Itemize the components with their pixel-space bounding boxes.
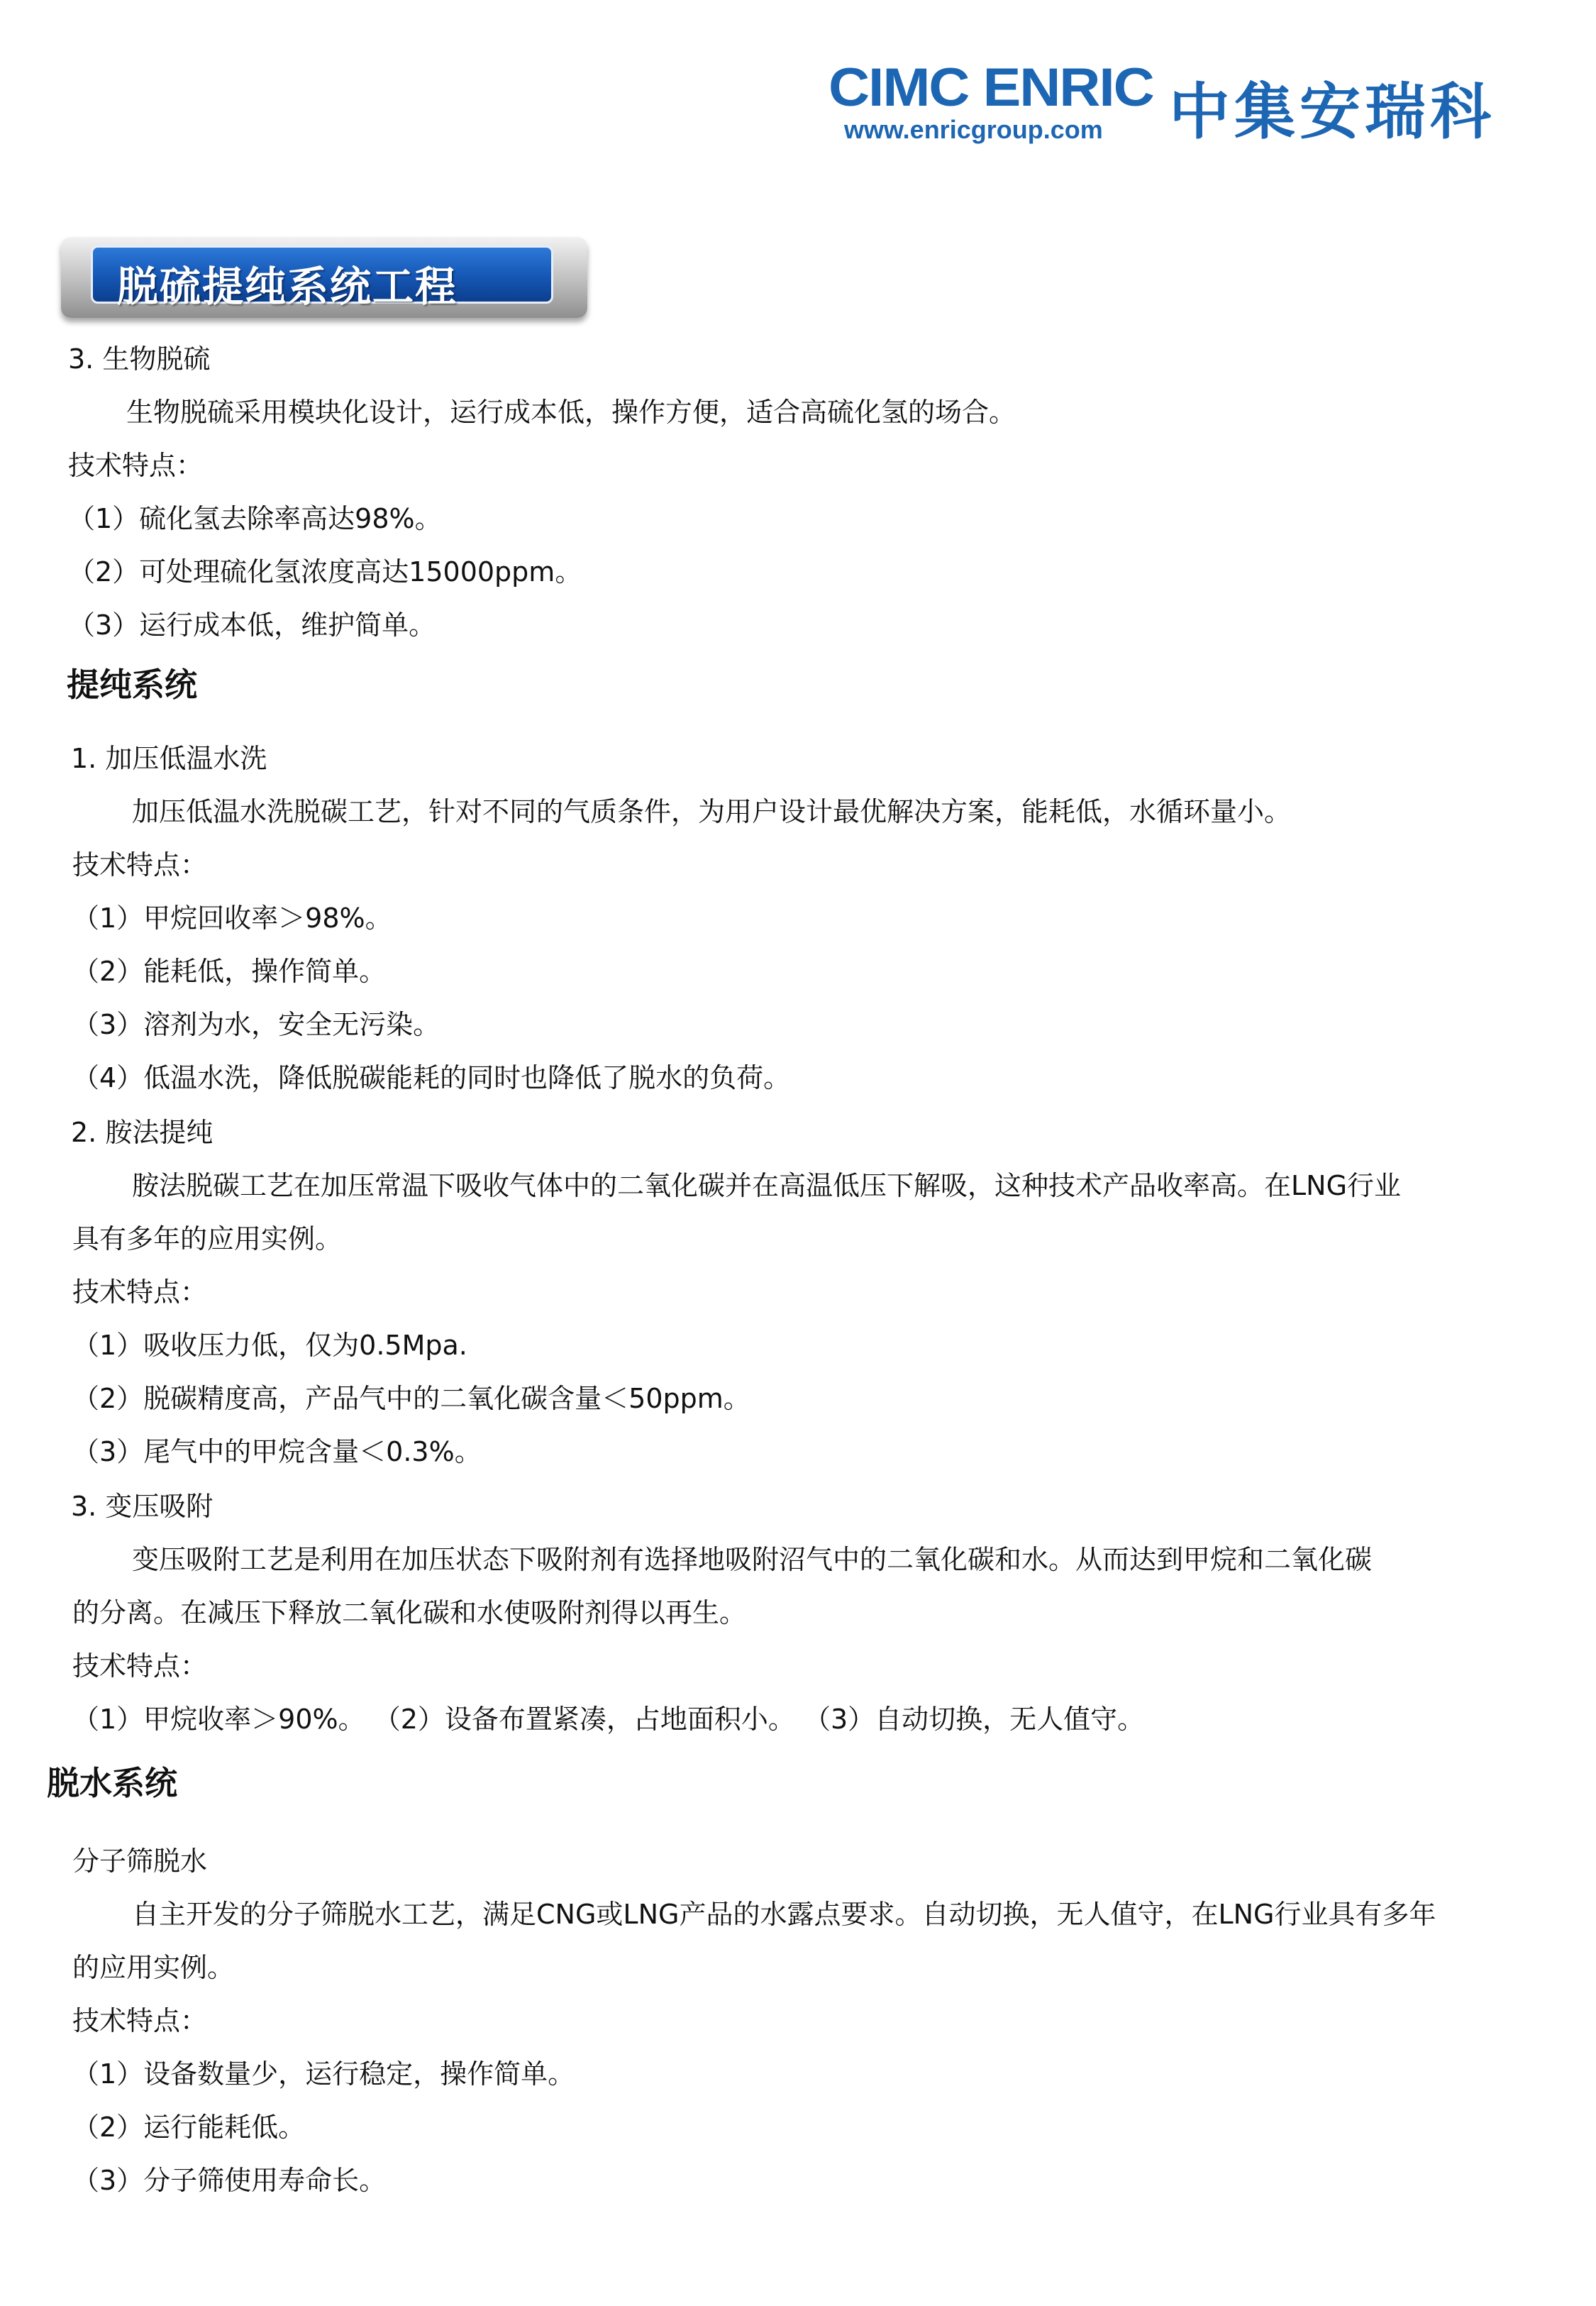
logo-chinese-name: 中集安瑞科 bbox=[1169, 77, 1495, 148]
purification-heading: 提纯系统 bbox=[67, 666, 197, 704]
water-wash-feature-3: （3）溶剂为水，安全无污染。 bbox=[72, 1009, 440, 1040]
title-banner-inner bbox=[91, 246, 553, 311]
logo-cimc-enric: CIMC ENRIC bbox=[829, 57, 1153, 118]
water-wash-feature-4: （4）低温水洗，降低脱碳能耗的同时也降低了脱水的负荷。 bbox=[72, 1062, 791, 1093]
psa-features-label: 技术特点： bbox=[72, 1650, 208, 1682]
amine-feature-1: （1）吸收压力低，仅为0.5Mpa. bbox=[72, 1330, 467, 1361]
psa-description-line-2: 的分离。在减压下释放二氧化碳和水使吸附剂得以再生。 bbox=[72, 1597, 747, 1628]
dehydration-description-line-2: 的应用实例。 bbox=[72, 1952, 235, 1983]
amine-feature-3: （3）尾气中的甲烷含量＜0.3%。 bbox=[72, 1436, 482, 1467]
dehydration-feature-2: （2）运行能耗低。 bbox=[72, 2112, 306, 2143]
title-banner bbox=[61, 237, 587, 318]
water-wash-feature-2: （2）能耗低，操作简单。 bbox=[72, 956, 387, 987]
water-wash-description: 加压低温水洗脱碳工艺，针对不同的气质条件，为用户设计最优解决方案，能耗低，水循环量小。 bbox=[132, 796, 1292, 827]
bio-feature-3: （3）运行成本低，维护简单。 bbox=[68, 609, 436, 641]
amine-feature-2: （2）脱碳精度高，产品气中的二氧化碳含量＜50ppm。 bbox=[72, 1383, 750, 1414]
amine-features-label: 技术特点： bbox=[72, 1276, 208, 1308]
amine-title: 2. 胺法提纯 bbox=[71, 1117, 214, 1148]
psa-features-line: （1）甲烷收率＞90%。 （2）设备布置紧凑，占地面积小。 （3）自动切换，无人值守。 bbox=[72, 1704, 1145, 1735]
psa-title: 3. 变压吸附 bbox=[71, 1491, 214, 1522]
bio-feature-1: （1）硫化氢去除率高达98%。 bbox=[68, 503, 442, 534]
water-wash-feature-1: （1）甲烷回收率＞98%。 bbox=[72, 903, 392, 934]
dehydration-features-label: 技术特点： bbox=[72, 2005, 208, 2036]
water-wash-title: 1. 加压低温水洗 bbox=[71, 743, 267, 774]
amine-description-line-2: 具有多年的应用实例。 bbox=[72, 1223, 343, 1254]
bio-description: 生物脱硫采用模块化设计，运行成本低，操作方便，适合高硫化氢的场合。 bbox=[126, 397, 1016, 428]
dehydration-description-line-1: 自主开发的分子筛脱水工艺，满足CNG或LNG产品的水露点要求。自动切换，无人值守，在LNG行业具有多年 bbox=[132, 1899, 1436, 1930]
amine-description-line-1: 胺法脱碳工艺在加压常温下吸收气体中的二氧化碳并在高温低压下解吸，这种技术产品收率高。在LNG行业 bbox=[132, 1170, 1402, 1201]
bio-section-title: 3. 生物脱硫 bbox=[68, 343, 211, 375]
page-title: 脱硫提纯系统工程 bbox=[117, 263, 458, 311]
dehydration-feature-3: （3）分子筛使用寿命长。 bbox=[72, 2165, 387, 2196]
bio-features-label: 技术特点： bbox=[68, 450, 204, 481]
bio-feature-2: （2）可处理硫化氢浓度高达15000ppm。 bbox=[68, 556, 582, 587]
logo-url: www.enricgroup.com bbox=[844, 115, 1103, 144]
dehydration-heading: 脱水系统 bbox=[47, 1764, 177, 1802]
water-wash-features-label: 技术特点： bbox=[72, 849, 208, 881]
psa-description-line-1: 变压吸附工艺是利用在加压状态下吸附剂有选择地吸附沼气中的二氧化碳和水。从而达到甲烷和二氧化碳 bbox=[132, 1544, 1373, 1575]
dehydration-title: 分子筛脱水 bbox=[72, 1846, 208, 1877]
dehydration-feature-1: （1）设备数量少，运行稳定，操作简单。 bbox=[72, 2058, 575, 2090]
